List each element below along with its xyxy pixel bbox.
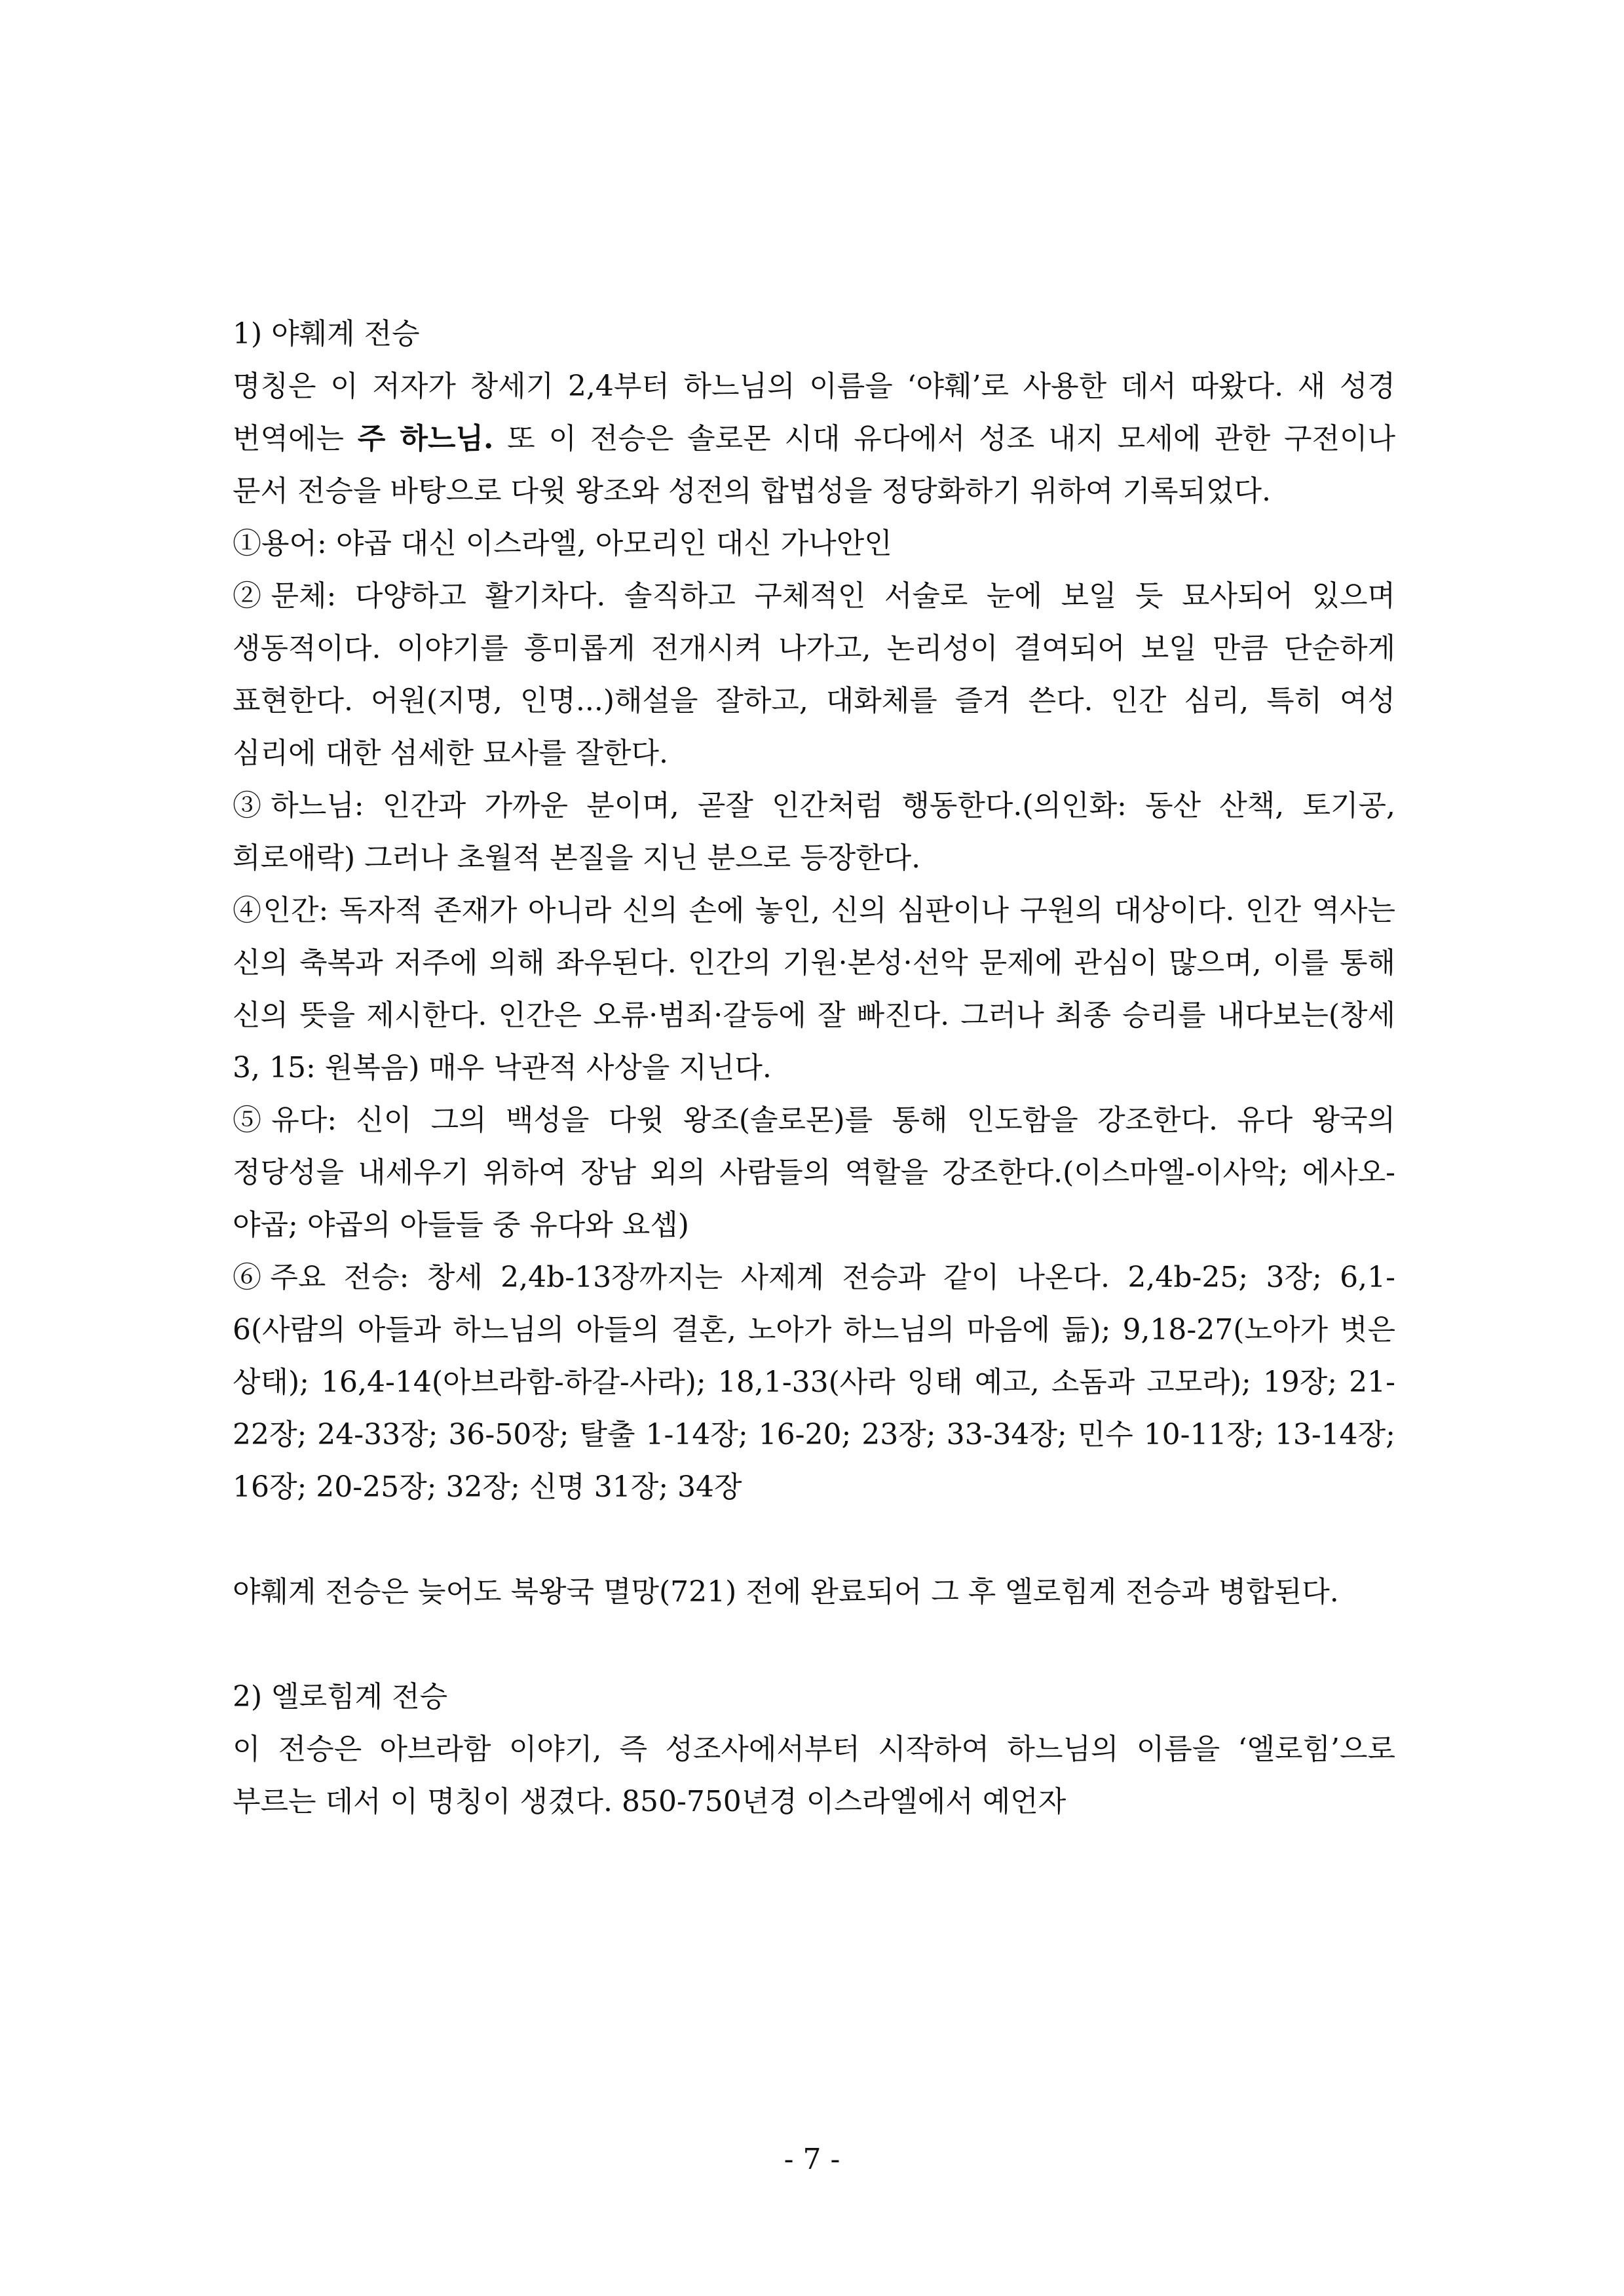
section-1-item-main-traditions: ⑥주요 전승: 창세 2,4b-13장까지는 사제계 전승과 같이 나온다. 2,4b-25; 3장; 6,1-6(사람의 아들과 하느님의 아들의 결혼, 노아가 하느님의 마음에 듦); 9,18-27(노아가 벗은 상태); 16,4-14(아브라함-하갈-사라); 18,1-33(사라 잉태 예고, 소돔과 고모라); 19장; 21-22장; 24-33장; 36-50장; 탈출 1-14장; 16-20; 23장; 33-34장; 민수 10-11장; 13-14장; 16장; 20-25장; 32장; 신명 31장; 34장 [233, 1261, 1395, 1504]
paragraph-spacer [233, 1514, 1395, 1566]
section-1-intro-text-continued: 또 이 전승은 솔로몬 시대 유다에서 성조 내지 모세에 관한 구전이나 문서 전승을 바탕으로 다윗 왕조와 성전의 합법성을 정당화하기 위하여 기록되었다. [233, 422, 1395, 508]
section-2-heading: 2) 엘로힘계 전승 [233, 1680, 448, 1713]
section-2-intro-paragraph: 이 전승은 아브라함 이야기, 즉 성조사에서부터 시작하여 하느님의 이름을 ‘엘로힘’으로 부르는 데서 이 명칭이 생겼다. 850-750년경 이스라엘에서 예언자 [233, 1732, 1395, 1818]
section-1-item-style: ②문체: 다양하고 활기차다. 솔직하고 구체적인 서술로 눈에 보일 듯 묘사되어 있으며 생동적이다. 이야기를 흥미롭게 전개시켜 나가고, 논리성이 결여되어 보일 만큼 단순하게 표현한다. 어원(지명, 인명...)해설을 잘하고, 대화체를 즐겨 쓴다. 인간 심리, 특히 여성 심리에 대한 섬세한 묘사를 잘한다. [233, 579, 1395, 770]
section-1-summary-paragraph: 야훼계 전승은 늦어도 북왕국 멸망(721) 전에 완료되어 그 후 엘로힘계 전승과 병합된다. [233, 1575, 1339, 1609]
section-1-item-terminology: ①용어: 야곱 대신 이스라엘, 아모리인 대신 가나안인 [233, 527, 892, 560]
page-number: - 7 - [784, 2143, 840, 2176]
paragraph-spacer [233, 1618, 1395, 1671]
section-1-intro-paragraph [233, 360, 1395, 518]
section-1-intro-bold-term: 주 하느님. [357, 422, 494, 455]
section-1-intro-text: 명칭은 이 저자가 창세기 2,4부터 하느님의 이름을 ‘야훼’로 사용한 데서 따왔다. 새 성경 번역에는 [233, 370, 1395, 455]
section-1-heading: 1) 야훼계 전승 [233, 317, 420, 351]
section-1-item-god: ③하느님: 인간과 가까운 분이며, 곧잘 인간처럼 행동한다.(의인화: 동산 산책, 토기공, 희로애락) 그러나 초월적 본질을 지닌 분으로 등장한다. [233, 789, 1395, 875]
section-1-item-judah: ⑤유다: 신이 그의 백성을 다윗 왕조(솔로몬)를 통해 인도함을 강조한다. 유다 왕국의 정당성을 내세우기 위하여 장남 외의 사람들의 역할을 강조한다.(이스마엘-이사악; 에사오-야곱; 야곱의 아들들 중 유다와 요셉) [233, 1103, 1395, 1242]
section-1-item-human: ④인간: 독자적 존재가 아니라 신의 손에 놓인, 신의 심판이나 구원의 대상이다. 인간 역사는 신의 축복과 저주에 의해 좌우된다. 인간의 기원·본성·선악 문제에 관심이 많으며, 이를 통해 신의 뜻을 제시한다. 인간은 오류·범죄·갈등에 잘 빠진다. 그러나 최종 승리를 내다보는(창세 3, 15: 원복음) 매우 낙관적 사상을 지닌다. [233, 894, 1395, 1084]
document-body [233, 308, 1395, 1828]
